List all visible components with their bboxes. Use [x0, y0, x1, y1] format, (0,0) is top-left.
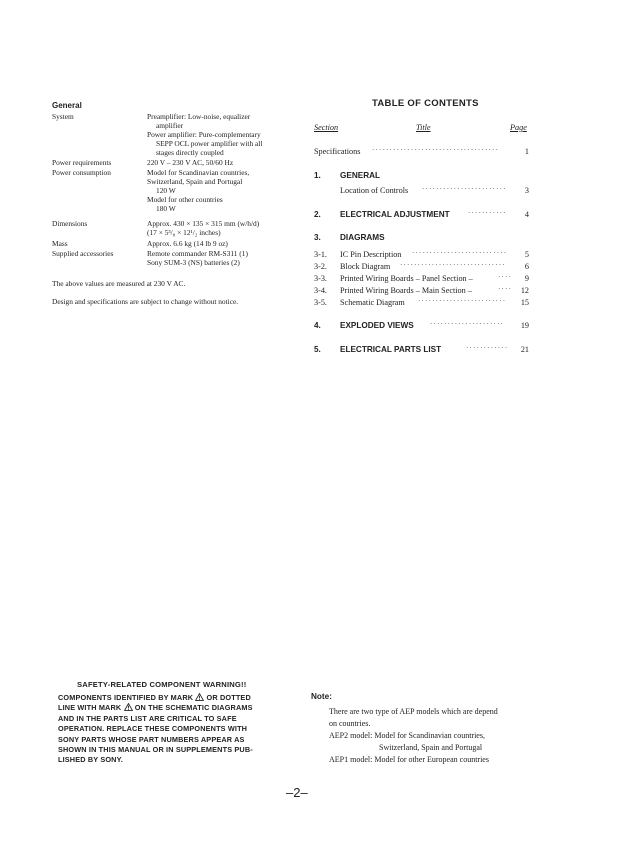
toc-entry-title: Block Diagram: [340, 262, 391, 271]
measured-note: The above values are measured at 230 V AC.: [52, 279, 186, 288]
toc-leader-dots: ···························: [412, 249, 508, 257]
toc-entry-number: 3-1.: [314, 250, 327, 259]
toc-row[interactable]: [314, 321, 529, 332]
spec-label-power-consumption: Power consumption: [52, 168, 111, 177]
spec-line: amplifier: [156, 121, 184, 130]
toc-entry-page: 9: [524, 274, 529, 283]
spec-line: Remote commander RM-S311 (1): [147, 249, 248, 258]
toc-entry-number: 3-5.: [314, 298, 327, 307]
spec-value-accessories: [147, 249, 248, 267]
page-number: –2–: [286, 785, 308, 800]
toc-col-section: Section: [314, 123, 339, 132]
toc-row[interactable]: [314, 186, 529, 197]
toc-row[interactable]: [314, 286, 529, 297]
toc-entry-page: 3: [524, 186, 529, 195]
toc-entry-number: 4.: [314, 321, 321, 330]
toc-entry-title: Specifications: [314, 147, 361, 156]
design-change-note: Design and specifications are subject to change without notice.: [52, 297, 239, 306]
spec-line: Approx. 430 × 135 × 315 mm (w/h/d): [147, 219, 260, 228]
toc-title: TABLE OF CONTENTS: [372, 98, 479, 109]
spec-line: Sony SUM-3 (NS) batteries (2): [147, 258, 240, 267]
spec-line: (17 × 5³/₈ × 12¹/₂ inches): [147, 228, 221, 237]
toc-row[interactable]: [314, 233, 529, 244]
toc-entry-title: DIAGRAMS: [340, 233, 385, 242]
spec-line: Switzerland, Spain and Portugal: [147, 177, 243, 186]
note-aep2-continued: Switzerland, Spain and Portugal: [379, 743, 483, 752]
toc-entry-number: 1.: [314, 171, 321, 180]
note-line: There are two type of AEP models which are depend: [329, 707, 498, 716]
toc-entry-number: 3-3.: [314, 274, 327, 283]
safety-warning-body: [58, 693, 276, 766]
spec-label-dimensions: Dimensions: [52, 219, 88, 228]
spec-label-power-requirements: Power requirements: [52, 158, 112, 167]
spec-line: Model for other countries: [147, 195, 223, 204]
toc-entry-title: Schematic Diagram: [340, 298, 405, 307]
toc-row[interactable]: [314, 345, 529, 356]
toc-entry-page: 1: [524, 147, 529, 156]
warning-line: LISHED BY SONY.: [58, 755, 123, 765]
warning-line: SONY PARTS WHOSE PART NUMBERS APPEAR AS: [58, 734, 245, 744]
toc-leader-dots: ······························: [400, 261, 506, 269]
toc-entry-page: 5: [524, 250, 529, 259]
toc-entry-title: Printed Wiring Boards – Panel Section –: [340, 274, 473, 283]
spec-line: SEPP OCL power amplifier with all: [156, 139, 263, 148]
spec-label-system: System: [52, 112, 74, 121]
spec-value-system: [147, 112, 262, 157]
toc-entry-title: Location of Controls: [340, 186, 409, 195]
toc-entry-title: GENERAL: [340, 171, 381, 180]
specs-heading: General: [52, 101, 82, 110]
note-title: Note:: [311, 692, 332, 701]
toc-entry-page: 15: [520, 298, 529, 307]
spec-value-mass: Approx. 6.6 kg (14 lb 9 oz): [147, 239, 228, 248]
warning-line: AND IN THE PARTS LIST ARE CRITICAL TO SAFE: [58, 713, 237, 723]
spec-line: stages directly coupled: [156, 148, 224, 157]
toc-entry-number: 5.: [314, 345, 321, 354]
spec-value-power-requirements: 220 V – 230 V AC, 50/60 Hz: [147, 158, 234, 167]
toc-row[interactable]: [314, 298, 529, 309]
toc-entry-title: EXPLODED VIEWS: [340, 321, 414, 330]
note-aep1: AEP1 model: Model for other European countries: [329, 755, 489, 764]
spec-line: 180 W: [156, 204, 176, 213]
warning-triangle-icon: [124, 703, 133, 711]
toc-entry-number: 2.: [314, 210, 321, 219]
toc-entry-number: 3-2.: [314, 262, 327, 271]
toc-leader-dots: ···········: [468, 209, 507, 217]
toc-row[interactable]: [314, 171, 529, 182]
note-line: on countries.: [329, 719, 371, 728]
toc-entry-page: 19: [520, 321, 529, 330]
note-aep2: AEP2 model: Model for Scandinavian countries,: [329, 731, 485, 740]
toc-col-title: Title: [416, 123, 431, 132]
warning-text: LINE WITH MARK: [58, 703, 122, 713]
toc-leader-dots: ····: [498, 285, 513, 293]
spec-label-mass: Mass: [52, 239, 68, 248]
toc-row[interactable]: [314, 262, 529, 273]
spec-label-accessories: Supplied accessories: [52, 249, 114, 258]
toc-entry-page: 12: [520, 286, 529, 295]
toc-leader-dots: ·····················: [430, 320, 505, 328]
toc-row[interactable]: [314, 147, 529, 158]
toc-entry-title: ELECTRICAL PARTS LIST: [340, 345, 442, 354]
spec-line: Preamplifier: Low-noise, equalizer: [147, 112, 251, 121]
toc-entry-number: 3-4.: [314, 286, 327, 295]
warning-line: [58, 693, 276, 703]
toc-entry-title: ELECTRICAL ADJUSTMENT: [340, 210, 450, 219]
toc-leader-dots: ····································: [372, 146, 500, 154]
toc-leader-dots: ·························: [418, 297, 507, 305]
toc-col-page: Page: [510, 123, 527, 132]
spec-line: 120 W: [156, 186, 176, 195]
toc-row[interactable]: [314, 274, 529, 285]
toc-row[interactable]: [314, 250, 529, 261]
warning-line: [58, 703, 276, 713]
toc-entry-page: 4: [524, 210, 529, 219]
toc-entry-title: Printed Wiring Boards – Main Section –: [340, 286, 472, 295]
toc-entry-page: 6: [524, 262, 529, 271]
safety-warning-title: SAFETY-RELATED COMPONENT WARNING!!: [77, 680, 247, 689]
toc-entry-page: 21: [520, 345, 529, 354]
spec-value-dimensions: [147, 219, 259, 237]
warning-triangle-icon: [195, 693, 204, 701]
spec-line: Model for Scandinavian countries,: [147, 168, 250, 177]
spec-line: Power amplifier: Pure-complementary: [147, 130, 261, 139]
warning-text: OR DOTTED: [206, 693, 251, 702]
toc-entry-title: IC Pin Description: [340, 250, 402, 259]
warning-text: COMPONENTS IDENTIFIED BY MARK: [58, 693, 194, 702]
toc-leader-dots: ····: [498, 273, 513, 281]
warning-line: SHOWN IN THIS MANUAL OR IN SUPPLEMENTS PUB-: [58, 745, 253, 755]
warning-text: ON THE SCHEMATIC DIAGRAMS: [134, 703, 253, 713]
toc-leader-dots: ············: [466, 344, 509, 352]
toc-entry-number: 3.: [314, 233, 321, 242]
spec-value-power-consumption: [147, 168, 249, 213]
toc-row[interactable]: [314, 210, 529, 221]
toc-leader-dots: ························: [422, 185, 507, 193]
warning-line: OPERATION. REPLACE THESE COMPONENTS WITH: [58, 724, 248, 734]
